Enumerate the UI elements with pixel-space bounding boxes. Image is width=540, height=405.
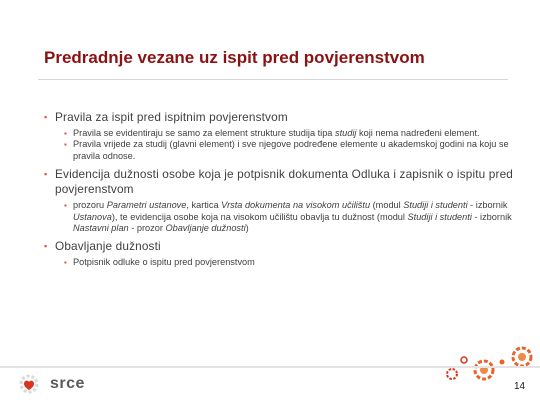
footer-divider [0,366,540,368]
circle-ring-icon [461,357,467,363]
sub-bullet-text: Pravila vrijede za studij (glavni element) i sve njegove podređene elemente u akademskoj godini na koju se pravila odnose. [73,139,509,161]
circle-ring-icon [447,369,457,379]
srce-logo [14,374,85,394]
bullet-2-text: Evidencija dužnosti osobe koja je potpisnik dokumenta Odluka i zapisnik o ispitu pred povjerenstvom [55,167,514,197]
bullet-3-text: Obavljanje dužnosti [55,239,161,254]
sub-bullet-icon: ▪ [64,201,67,211]
slide-title: Predradnje vezane uz ispit pred povjerenstvom [44,48,425,67]
circle-ring-icon [475,361,493,379]
bullet-icon: ▪ [44,169,48,180]
srce-logo-icon [14,374,44,394]
srce-logo-text: srce [50,375,85,392]
sub-bullet-text: Potpisnik odluke o ispitu pred povjerenstvom [73,257,255,268]
page-number: 14 [514,381,526,392]
sub-bullet-text: Pravila se evidentiraju se samo za element strukture studija tipa studij koji nema nadređeni element. [73,128,480,138]
sub-bullet-icon: ▪ [64,258,67,268]
bullet-icon: ▪ [44,241,48,252]
bullet-icon: ▪ [44,112,48,122]
sub-bullet-icon: ▪ [64,129,67,138]
circle-ring-icon [500,360,505,365]
sub-bullet-icon: ▪ [64,140,67,150]
circle-ring-icon [513,348,531,366]
bullet-1-text: Pravila za ispit pred ispitnim povjerenstvom [55,110,288,124]
sub-bullet-text: prozoru Parametri ustanove, kartica Vrsta dokumenta na visokom učilištu (modul Studiji i studenti - izbornik Ustanova), te evidencija osobe koja na visokom učilištu obavlja tu dužnost (modul Studiji i studenti - izbornik Nastavni plan - prozor Obavljanje dužnosti) [73,200,512,234]
